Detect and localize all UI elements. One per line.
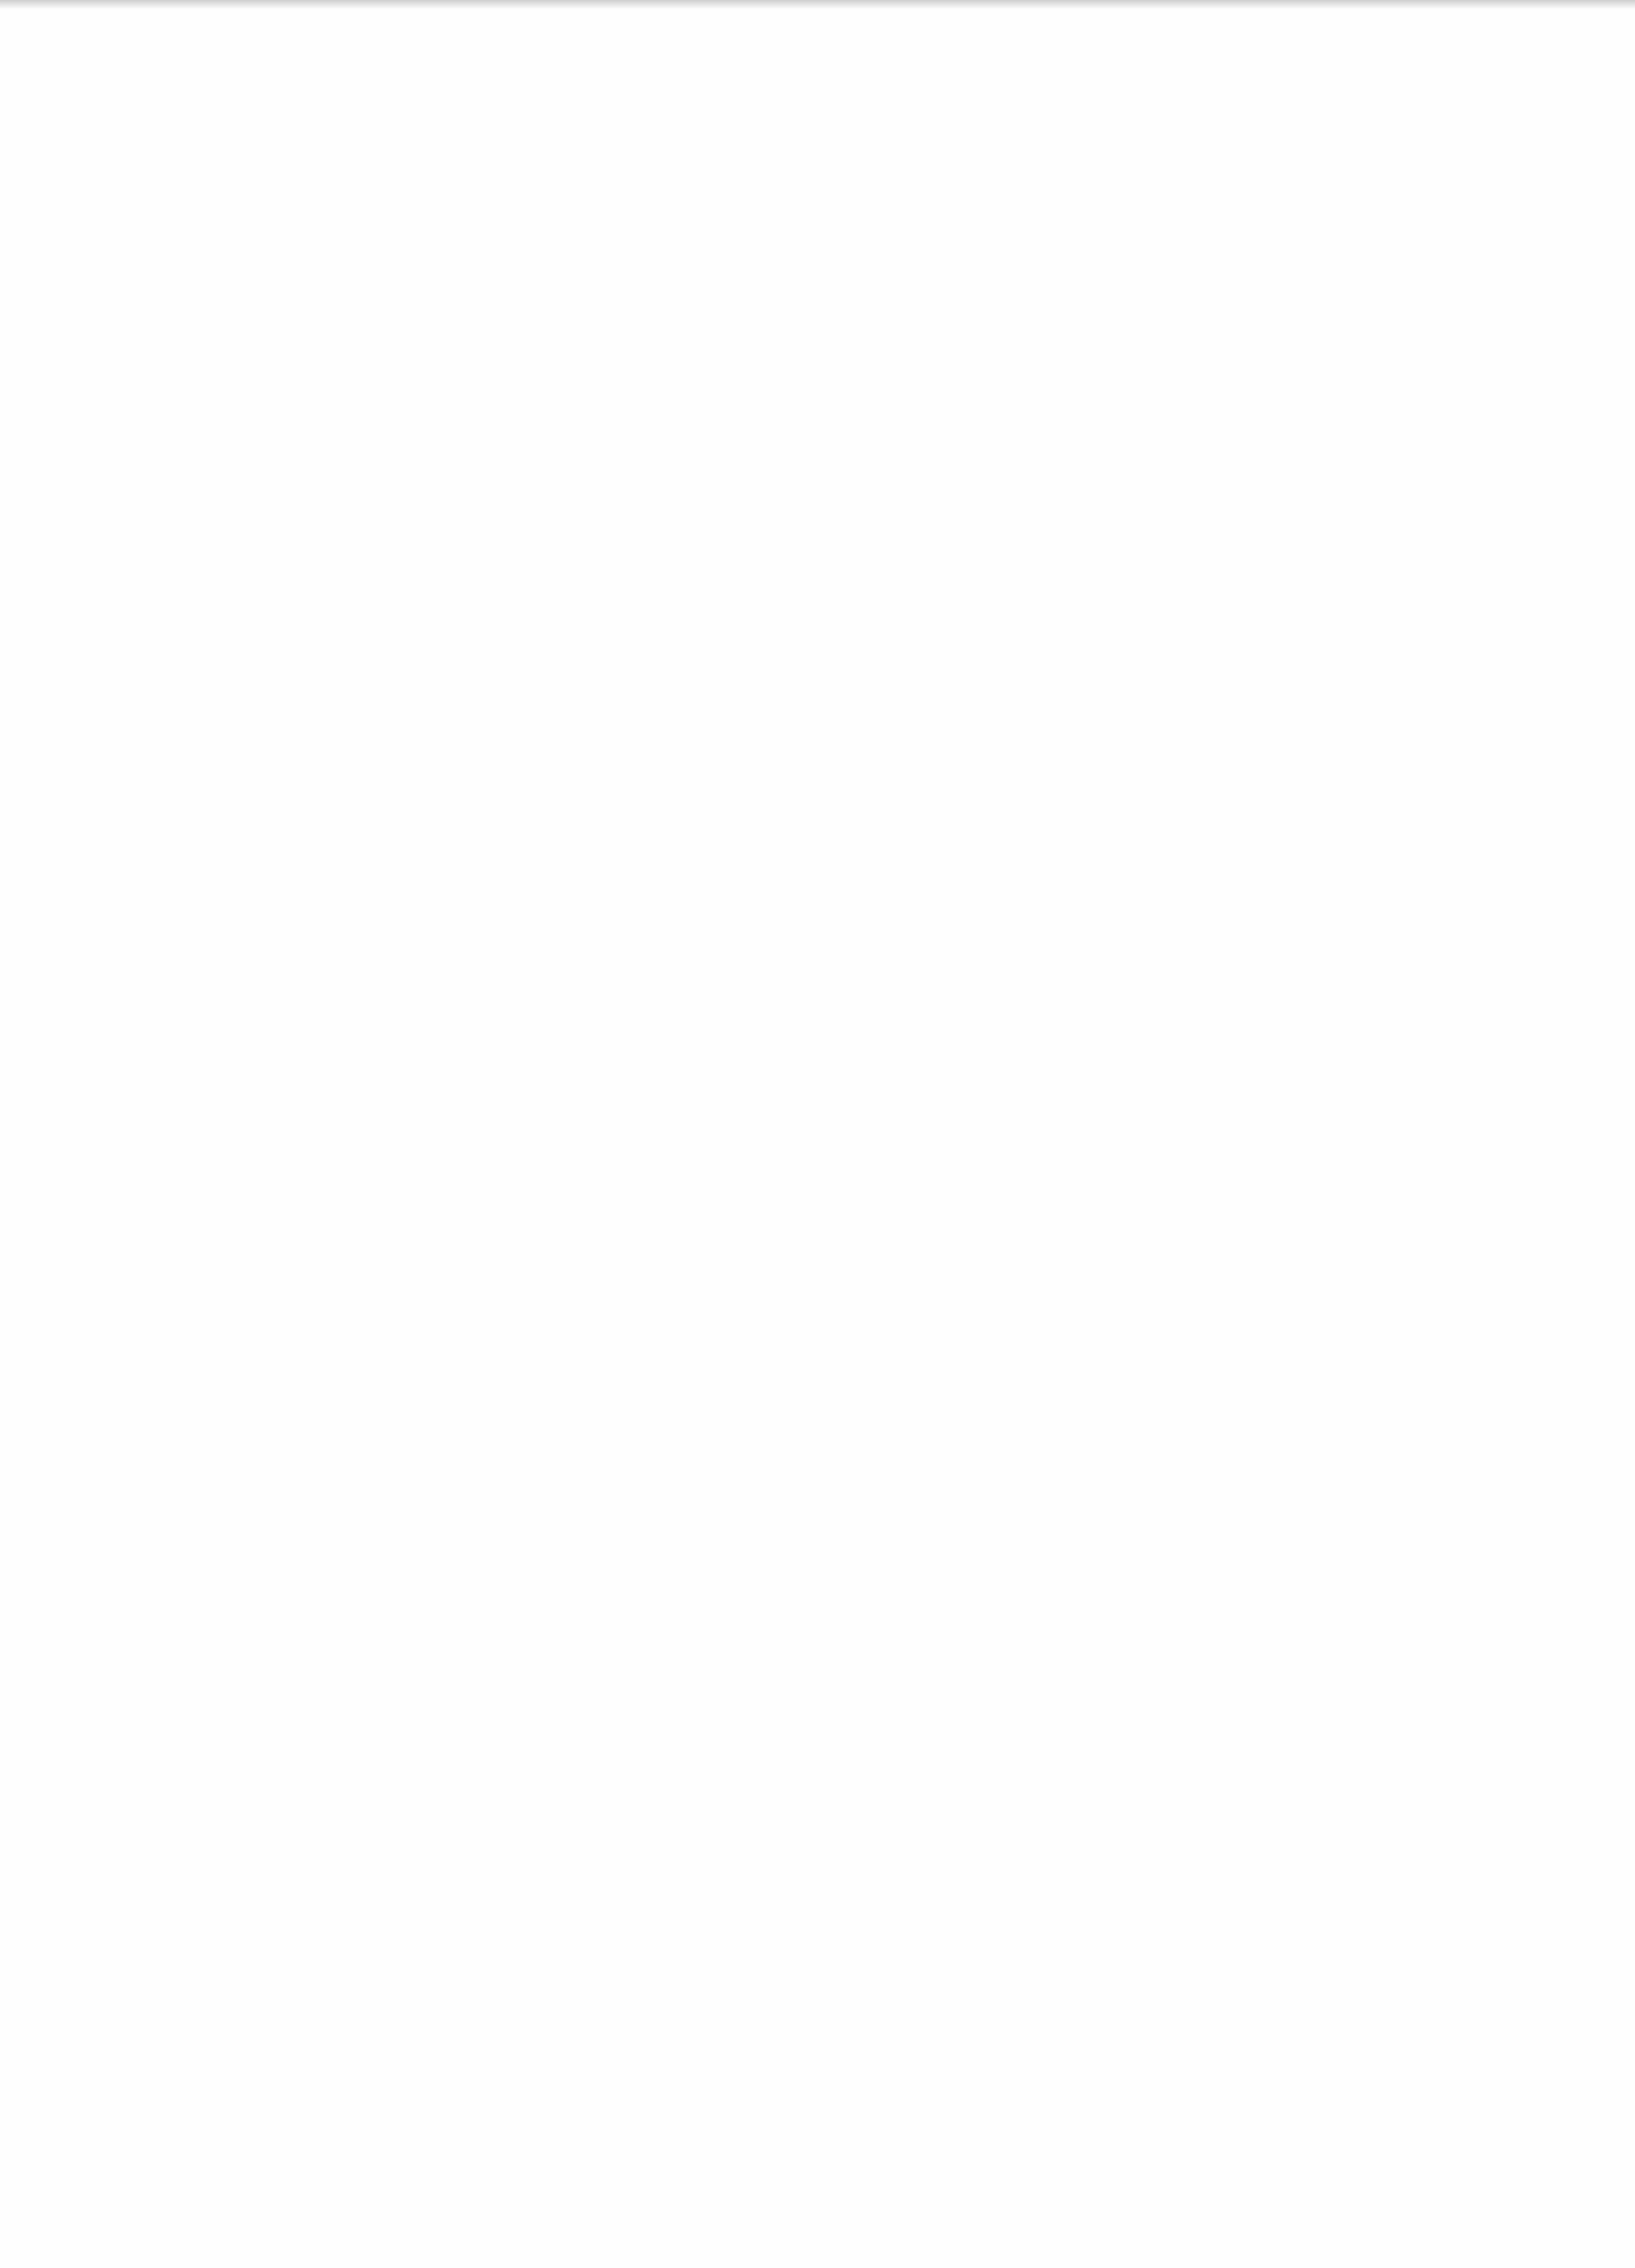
- document-content: [175, 126, 1520, 165]
